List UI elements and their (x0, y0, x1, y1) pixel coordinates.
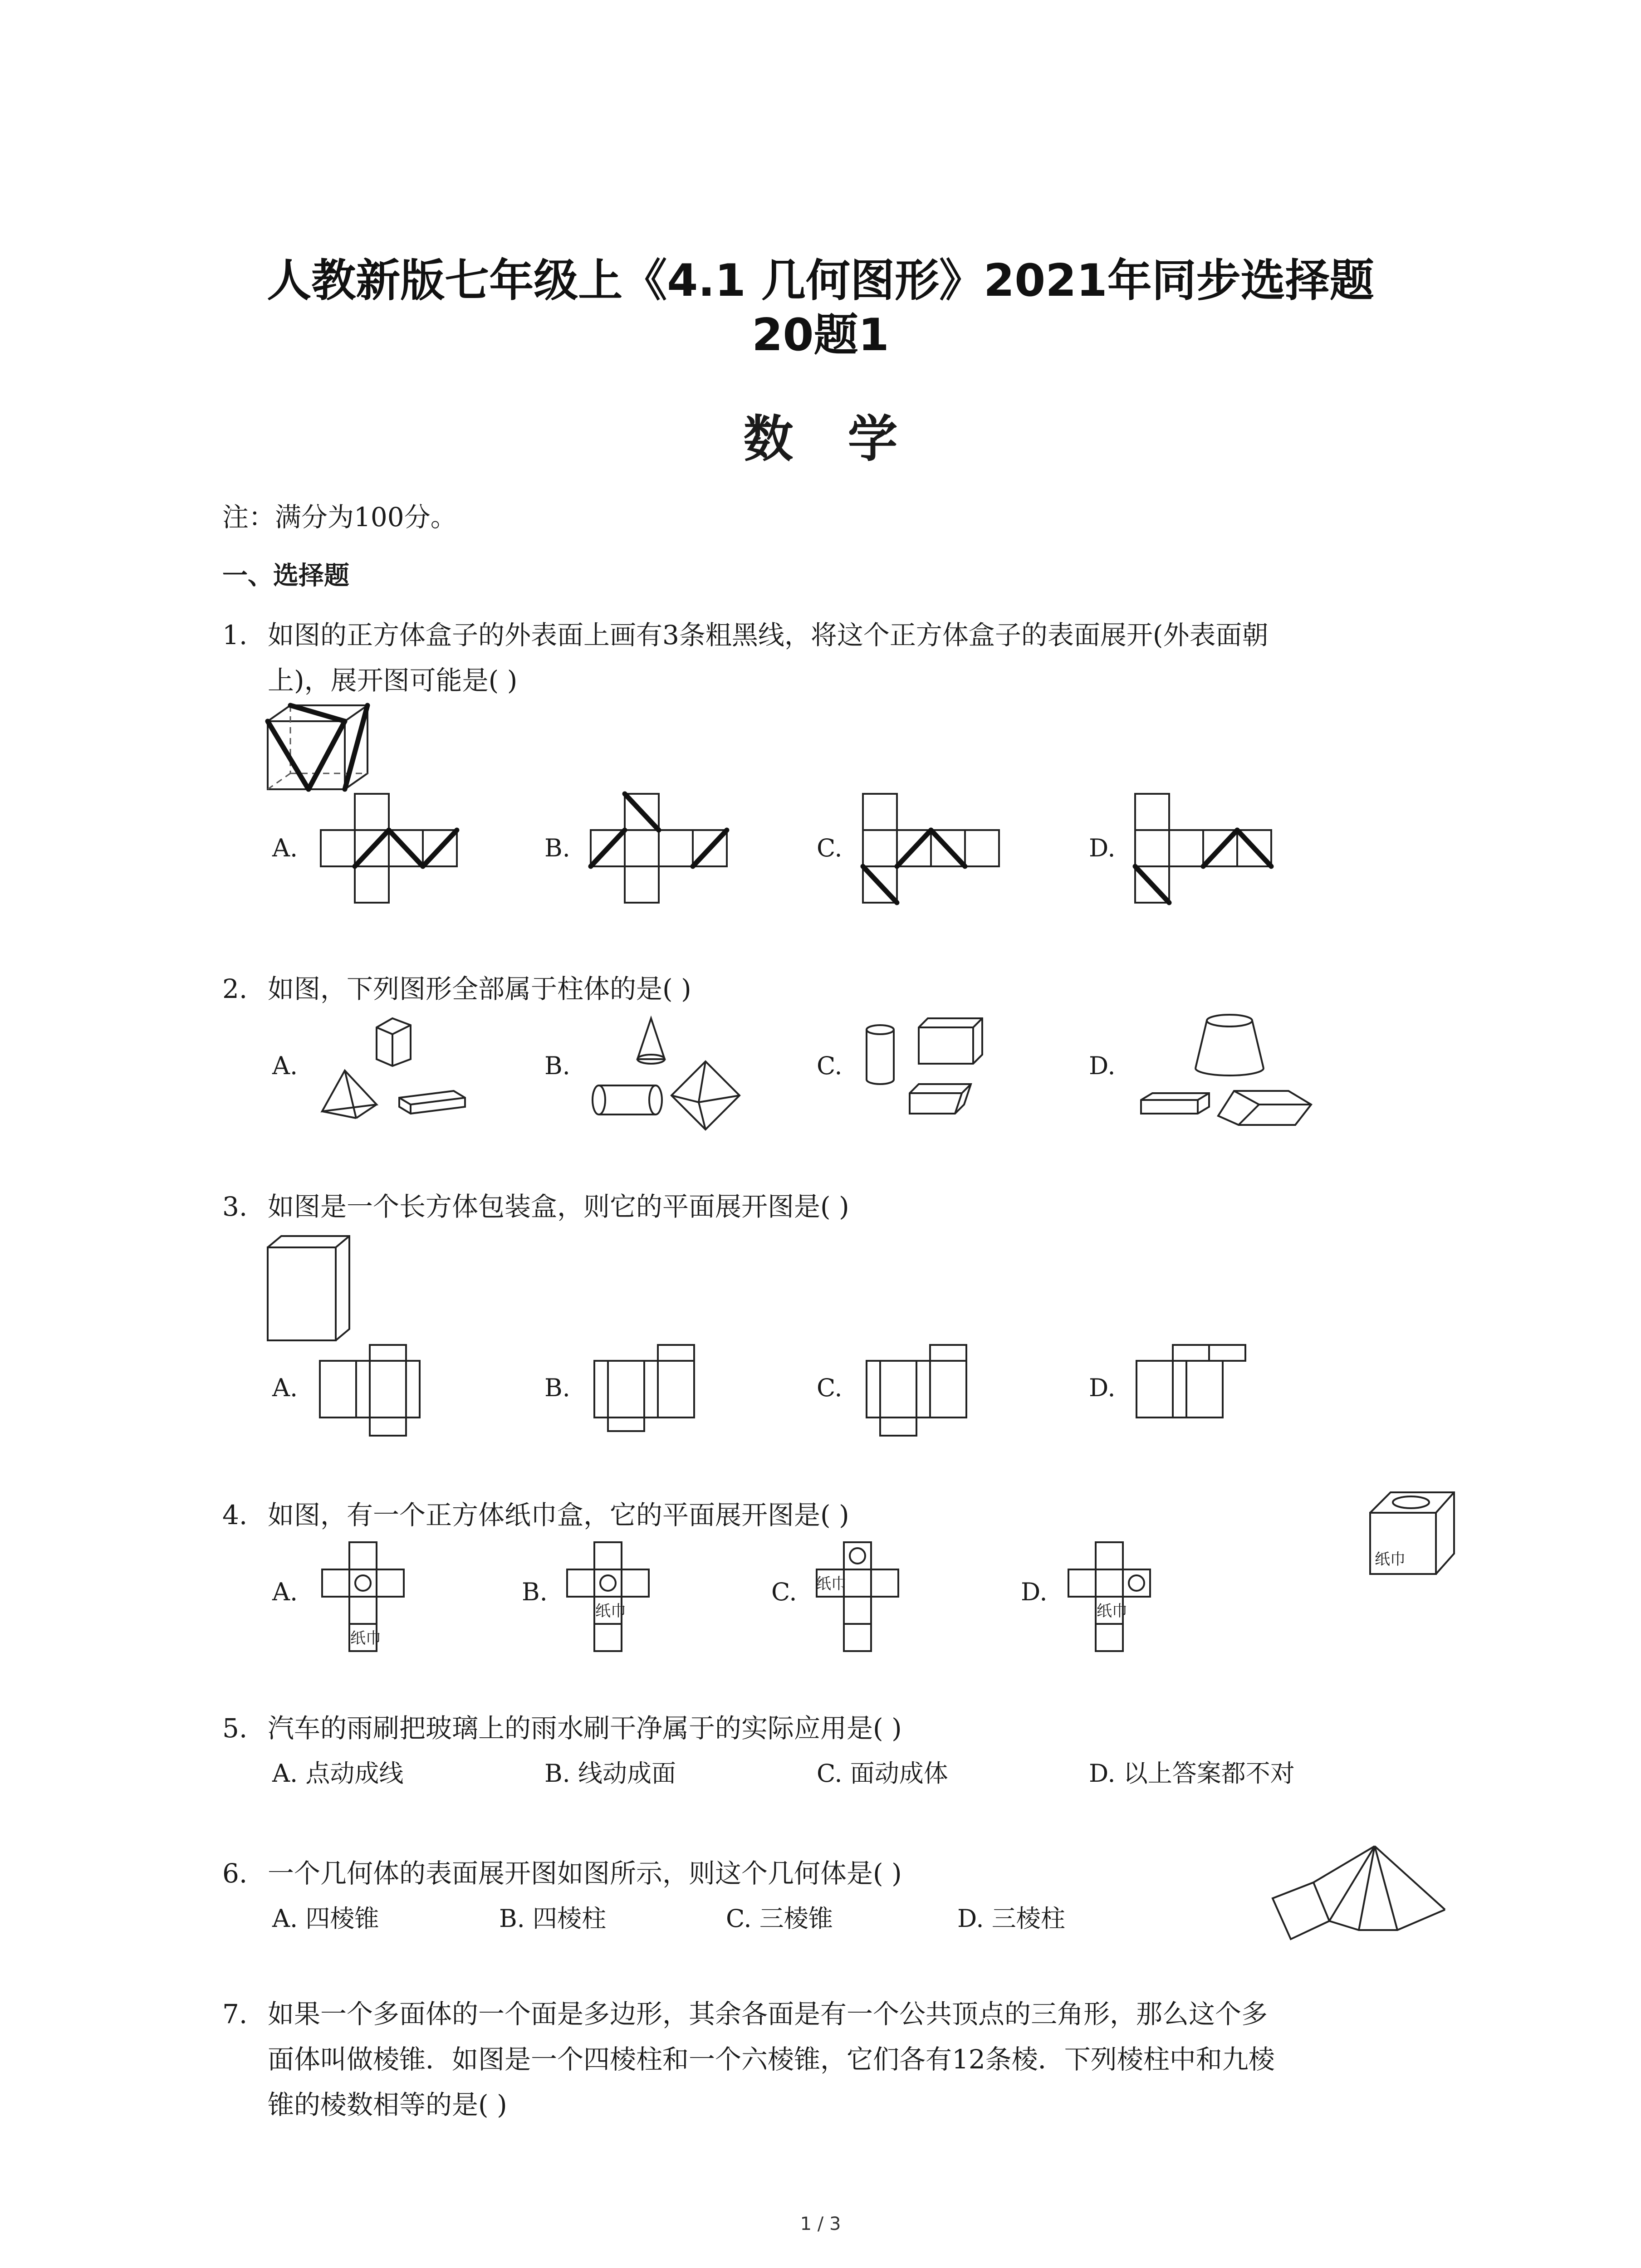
pyramid-net-figure (1270, 1842, 1452, 1950)
solids-option-c (862, 1016, 1007, 1129)
option-a[interactable]: A. 四棱锥 (272, 1904, 379, 1933)
question-text: 如图是一个长方体包装盒，则它的平面展开图是( ) (268, 1191, 849, 1222)
question-number: 3. (222, 1191, 248, 1222)
option-c[interactable]: C. (817, 834, 843, 862)
option-a[interactable]: A. (272, 1051, 298, 1080)
option-b[interactable]: B. (544, 834, 570, 862)
section-heading: 一、选择题 (222, 561, 349, 591)
tissue-net-option-b (563, 1540, 662, 1658)
question-number: 6. (222, 1858, 248, 1889)
question-text: 上)，展开图可能是( ) (268, 665, 518, 696)
subject-heading: 数学 (743, 410, 952, 468)
score-note: 注：满分为100分。 (222, 502, 457, 533)
option-b[interactable]: B. (544, 1051, 570, 1080)
tissue-net-option-a (318, 1540, 417, 1658)
option-a[interactable]: A. (272, 1374, 298, 1402)
question-text: 锥的棱数相等的是( ) (268, 2089, 507, 2120)
question-text: 面体叫做棱锥．如图是一个四棱柱和一个六棱锥，它们各有12条棱．下列棱柱中和九棱 (268, 2044, 1275, 2075)
option-c[interactable]: C. (817, 1051, 843, 1080)
question-text: 汽车的雨刷把玻璃上的雨水刷干净属于的实际应用是( ) (268, 1713, 902, 1744)
question-number: 5. (222, 1713, 248, 1744)
option-b[interactable]: B. (522, 1578, 548, 1606)
solids-option-d (1132, 1012, 1323, 1129)
page-title-line2: 20题1 (752, 309, 889, 361)
option-a[interactable]: A. 点动成线 (272, 1759, 404, 1788)
solids-option-a (318, 1016, 472, 1129)
option-d[interactable]: D. (1089, 1374, 1116, 1402)
question-number: 7. (222, 1999, 248, 2029)
net-option-c (860, 792, 1005, 905)
option-d[interactable]: D. 三棱柱 (957, 1904, 1065, 1933)
box-figure (265, 1234, 356, 1343)
option-d[interactable]: D. (1089, 834, 1116, 862)
question-text: 如图，下列图形全部属于柱体的是( ) (268, 973, 691, 1004)
option-b[interactable]: B. (544, 1374, 570, 1402)
svg-text:纸巾: 纸巾 (1097, 1602, 1127, 1620)
question-text: 如图的正方体盒子的外表面上画有3条粗黑线，将这个正方体盒子的表面展开(外表面朝 (268, 620, 1269, 650)
question-text: 如果一个多面体的一个面是多边形，其余各面是有一个公共顶点的三角形，那么这个多 (268, 1999, 1268, 2029)
box-net-option-b (592, 1343, 719, 1438)
question-number: 1. (222, 620, 248, 650)
option-a[interactable]: A. (272, 834, 298, 862)
question-number: 4. (222, 1500, 248, 1530)
solids-option-b (590, 1016, 744, 1129)
option-b[interactable]: B. 线动成面 (544, 1759, 676, 1788)
box-net-option-d (1134, 1343, 1261, 1438)
svg-text:纸巾: 纸巾 (595, 1602, 626, 1620)
page-title: 人教新版七年级上《4.1 几何图形》2021年同步选择题 (267, 255, 1374, 307)
tissue-net-option-c (812, 1540, 912, 1658)
option-d[interactable]: D. 以上答案都不对 (1089, 1759, 1295, 1788)
option-c[interactable]: C. (771, 1578, 797, 1606)
net-option-b (588, 792, 733, 905)
page-number: 1 / 3 (800, 2214, 841, 2234)
tissue-net-option-d (1064, 1540, 1164, 1658)
option-d[interactable]: D. (1021, 1578, 1048, 1606)
box-net-option-c (864, 1343, 991, 1438)
option-b[interactable]: B. 四棱柱 (499, 1904, 607, 1933)
option-c[interactable]: C. 三棱锥 (726, 1904, 833, 1933)
svg-text:纸巾: 纸巾 (350, 1629, 381, 1647)
net-option-d (1132, 792, 1277, 905)
question-text: 一个几何体的表面展开图如图所示，则这个几何体是( ) (268, 1858, 902, 1889)
box-net-option-a (318, 1343, 445, 1438)
svg-text:纸巾: 纸巾 (816, 1575, 847, 1593)
question-text: 如图，有一个正方体纸巾盒，它的平面展开图是( ) (268, 1500, 849, 1530)
net-option-a (318, 792, 463, 905)
option-a[interactable]: A. (272, 1578, 298, 1606)
question-number: 2. (222, 973, 248, 1004)
option-c[interactable]: C. (817, 1374, 843, 1402)
tissue-box-label: 纸巾 (1375, 1550, 1406, 1569)
option-c[interactable]: C. 面动成体 (817, 1759, 948, 1788)
cube-figure (263, 703, 377, 794)
option-d[interactable]: D. (1089, 1051, 1116, 1080)
